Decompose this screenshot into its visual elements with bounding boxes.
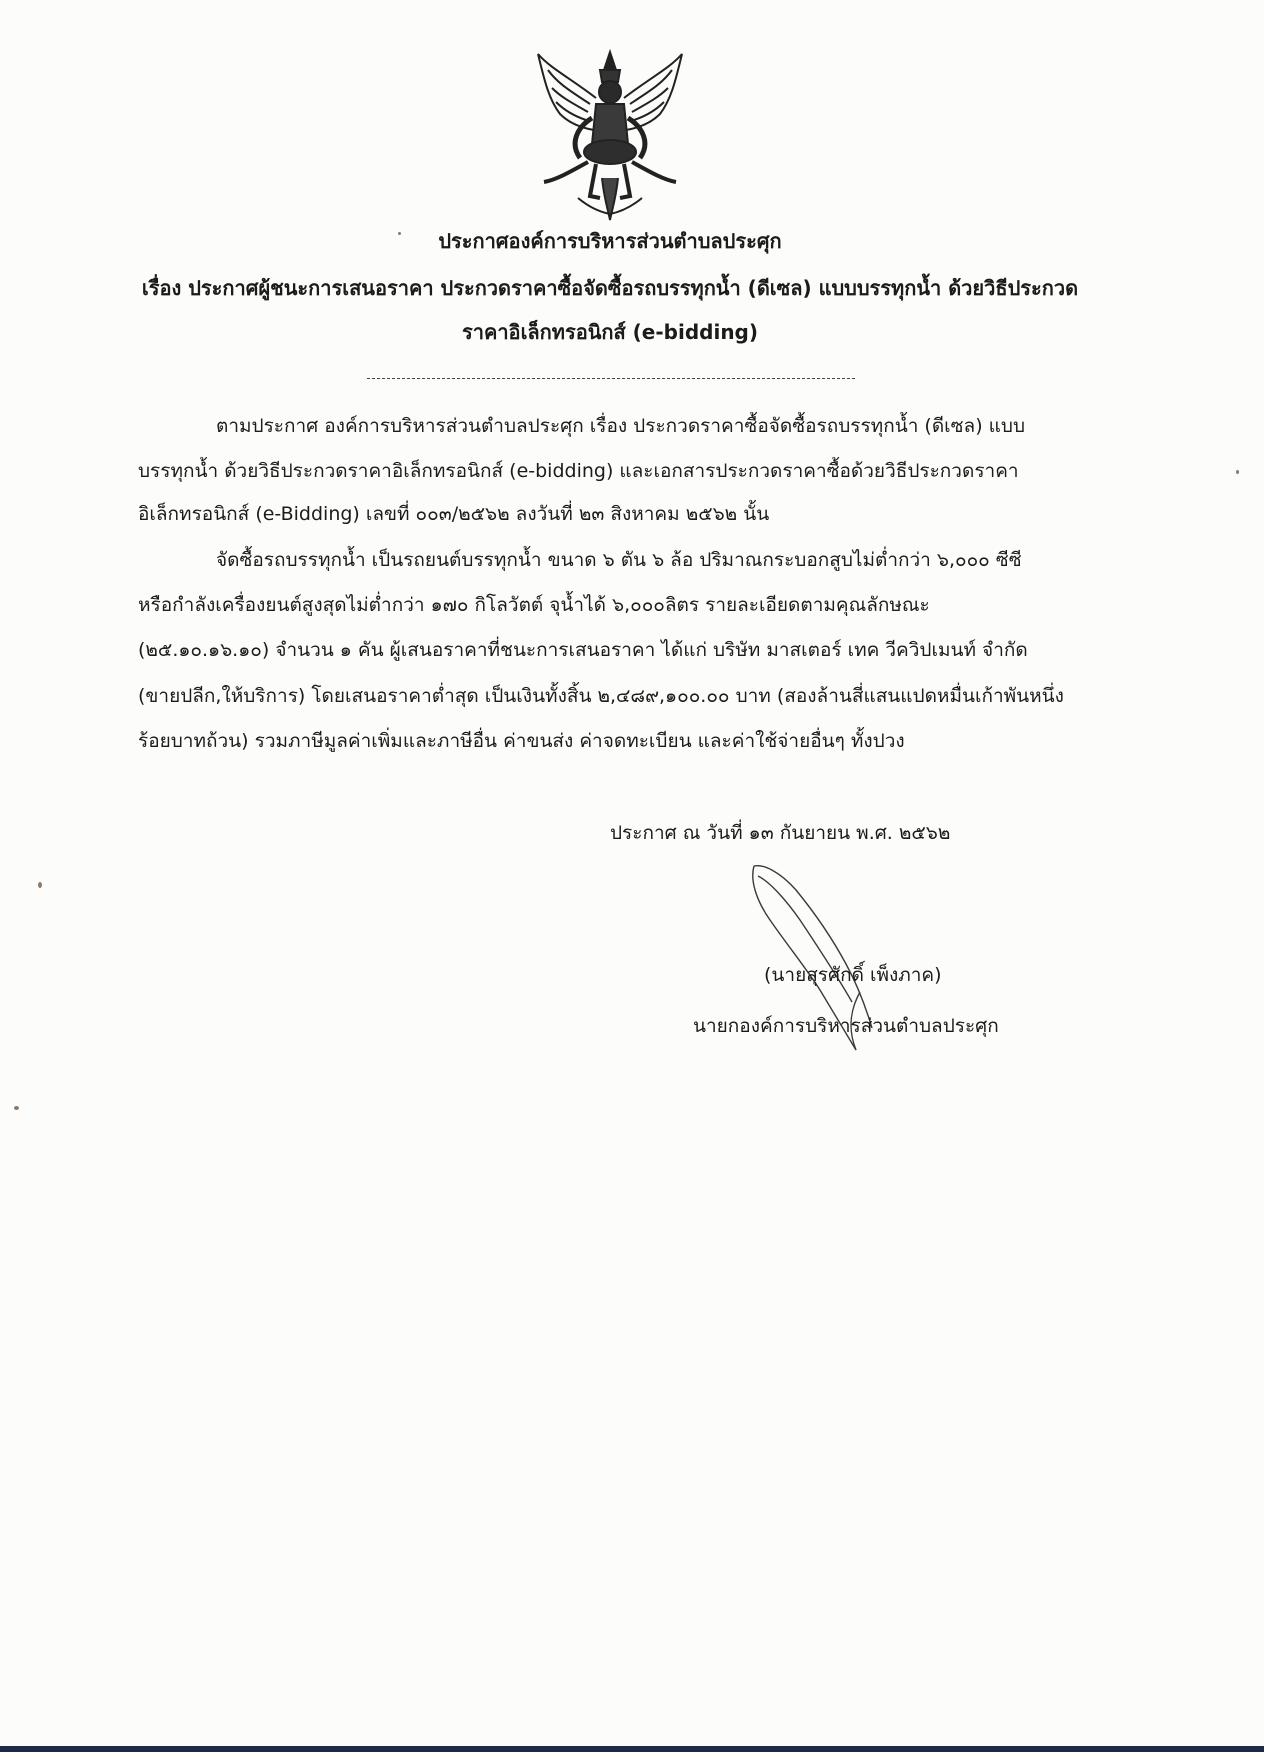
body-line: จัดซื้อรถบรรทุกน้ำ เป็นรถยนต์บรรทุกน้ำ ขนาด ๖ ตัน ๖ ล้อ ปริมาณกระบอกสูบไม่ต่ำกว่า ๖,๐๐๐ ซีซี xyxy=(216,549,1022,571)
scan-speck xyxy=(38,882,42,888)
scan-speck xyxy=(1236,470,1239,474)
body-line: (๒๕.๑๐.๑๖.๑๐) จำนวน ๑ คัน ผู้เสนอราคาที่ชนะการเสนอราคา ได้แก่ บริษัท มาสเตอร์ เทค วีควิปเมนท์ จำกัด xyxy=(138,639,1028,661)
body-line: อิเล็กทรอนิกส์ (e-Bidding) เลขที่ ๐๐๓/๒๕๖๒ ลงวันที่ ๒๓ สิงหาคม ๒๕๖๒ นั้น xyxy=(138,503,770,525)
announcement-subject: เรื่อง ประกาศผู้ชนะการเสนอราคา ประกวดราคาซื้อจัดซื้อรถบรรทุกน้ำ (ดีเซล) แบบบรรทุกน้ำ ด้วยวิธีประกวด xyxy=(141,276,1079,300)
body-line: (ขายปลีก,ให้บริการ) โดยเสนอราคาต่ำสุด เป็นเงินทั้งสิ้น ๒,๔๘๙,๑๐๐.๐๐ บาท (สองล้านสี่แสนแปดหมื่นเก้าพันหนึ่ง xyxy=(138,685,1064,707)
title-separator xyxy=(367,378,855,379)
announcement-subject-cont: ราคาอิเล็กทรอนิกส์ (e-bidding) xyxy=(461,320,759,344)
announcement-date: ประกาศ ณ วันที่ ๑๓ กันยายน พ.ศ. ๒๕๖๒ xyxy=(610,822,951,844)
body-line: หรือกำลังเครื่องยนต์สูงสุดไม่ต่ำกว่า ๑๗๐ กิโลวัตต์ จุน้ำได้ ๖,๐๐๐ลิตร รายละเอียดตามคุณลักษณะ xyxy=(138,594,930,616)
scan-speck xyxy=(398,232,401,235)
scan-bottom-edge xyxy=(0,1746,1264,1752)
signer-position: นายกองค์การบริหารส่วนตำบลประศุก xyxy=(693,1015,999,1037)
scan-speck xyxy=(14,1106,19,1110)
announcement-title: ประกาศองค์การบริหารส่วนตำบลประศุก xyxy=(438,229,782,253)
body-line: ตามประกาศ องค์การบริหารส่วนตำบลประศุก เรื่อง ประกวดราคาซื้อจัดซื้อรถบรรทุกน้ำ (ดีเซล) แบบ xyxy=(216,415,1026,437)
body-line: บรรทุกน้ำ ด้วยวิธีประกวดราคาอิเล็กทรอนิกส์ (e-bidding) และเอกสารประกวดราคาซื้อด้วยวิธีประกวดราคา xyxy=(138,460,1019,482)
signer-name: (นายสุรศักดิ์ เพ็งภาค) xyxy=(764,964,942,986)
body-line: ร้อยบาทถ้วน) รวมภาษีมูลค่าเพิ่มและภาษีอื่น ค่าขนส่ง ค่าจดทะเบียน และค่าใช้จ่ายอื่นๆ ทั้งปวง xyxy=(138,730,905,752)
garuda-emblem-icon xyxy=(530,48,690,224)
